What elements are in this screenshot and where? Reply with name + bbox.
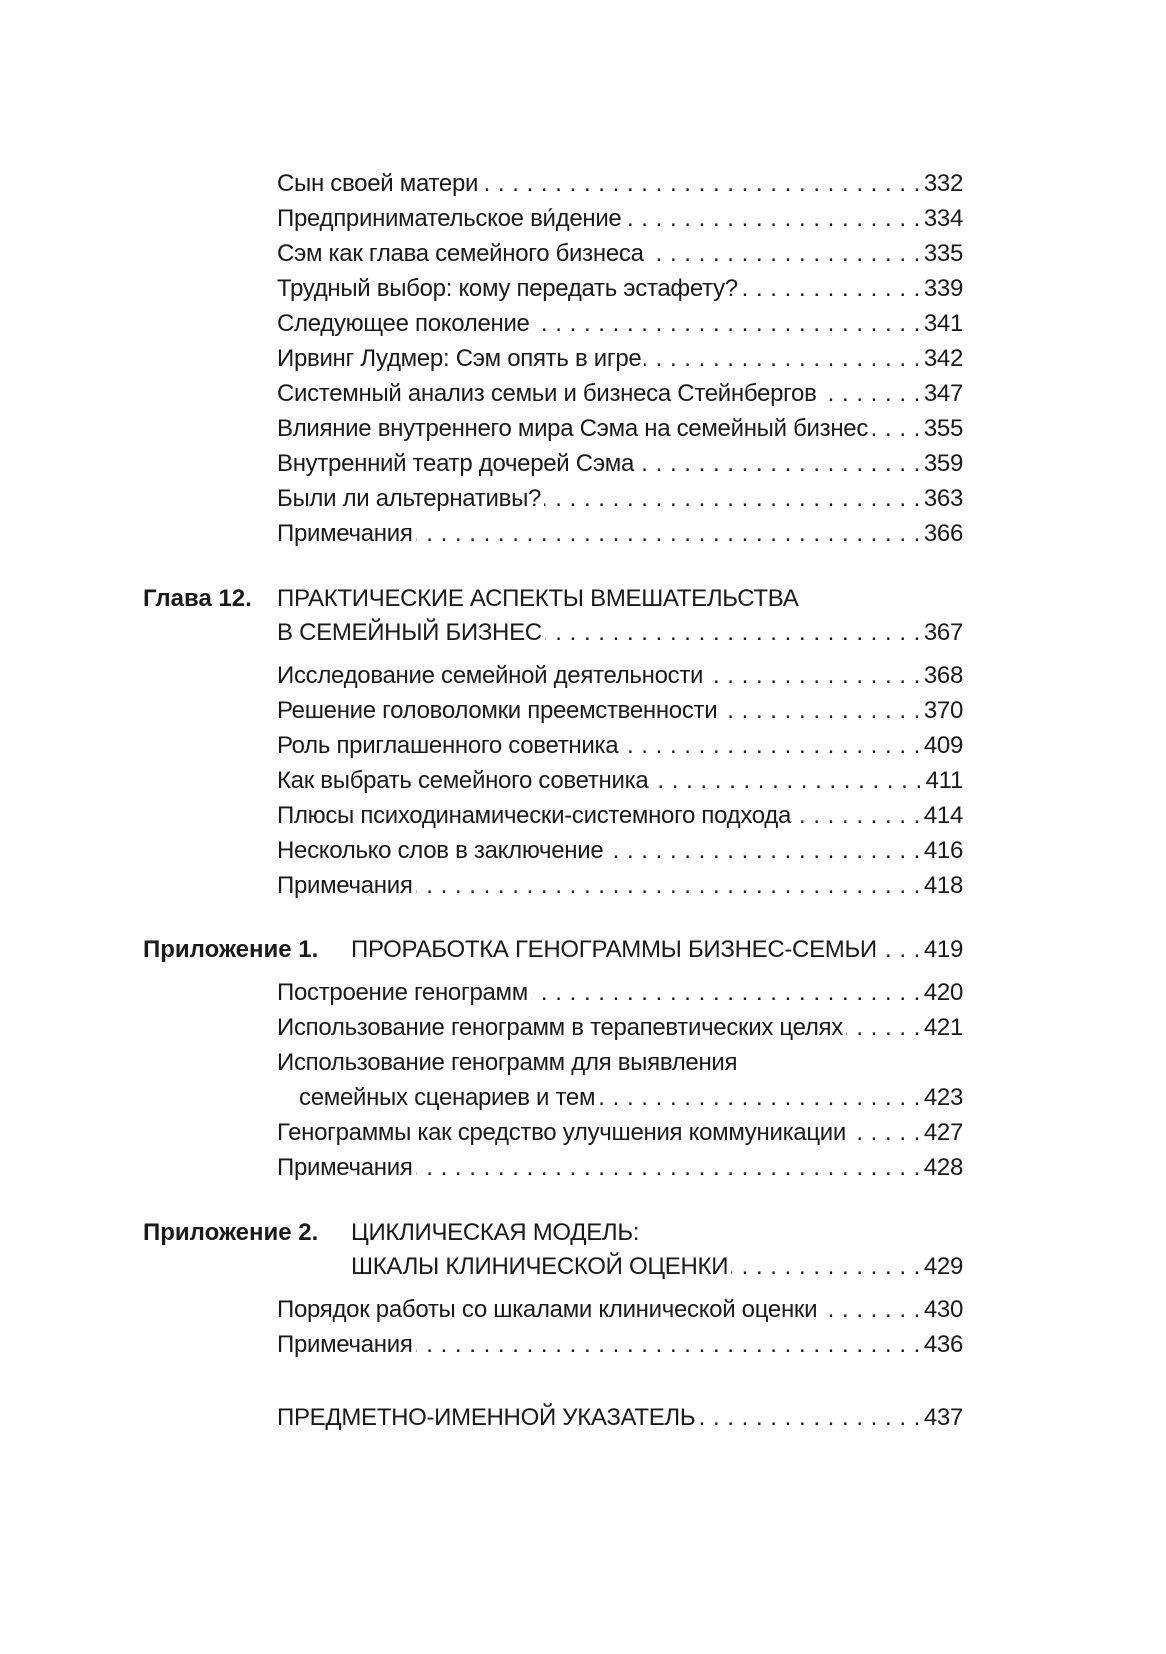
toc-entry-page: 334 [923,205,963,232]
toc-entry-title: Построение генограмм [277,979,528,1006]
leader-dots [533,307,921,341]
toc-entry-title: Ирвинг Лудмер: Сэм опять в игре [277,345,642,372]
toc-entry-title: Генограммы как средство улучшения коммуникации [277,1119,846,1146]
toc-entry-title: Предпринимательское ви́дение [277,205,622,232]
toc-entry-title: Решение головоломки преемственности [277,697,718,724]
toc-entry[interactable] [277,167,963,201]
toc-entry[interactable] [277,447,963,481]
leader-dots [880,933,921,967]
leader-dots [637,447,921,481]
toc-entry-page: 367 [923,619,963,646]
toc-entry-title: Примечания [277,520,413,547]
toc-entry-page: 419 [923,936,963,963]
toc-entry-title: Примечания [277,1154,413,1181]
toc-entry-title: Несколько слов в заключение [277,837,604,864]
appendix-heading-entry[interactable] [351,933,963,967]
chapter-heading-entry[interactable] [277,616,963,650]
toc-entry-title: Влияние внутреннего мира Сэма на семейный бизнес [277,415,869,442]
leader-dots [544,482,921,516]
chapter-title-line1[interactable]: ПРАКТИЧЕСКИЕ АСПЕКТЫ ВМЕШАТЕЛЬСТВА [277,585,799,612]
leader-dots [820,1293,921,1327]
toc-entry-page: 423 [923,1084,963,1111]
toc-entry-title: Как выбрать семейного советника [277,767,649,794]
leader-dots [416,517,921,551]
toc-entry-page: 370 [923,697,963,724]
toc-entry-title-line2: семейных сценариев и тем [299,1084,596,1111]
toc-entry-page: 339 [923,275,963,302]
leader-dots [621,729,921,763]
chapter-label: Глава 12. [143,585,252,612]
toc-entry-title: Внутренний театр дочерей Сэма [277,450,635,477]
toc-entry[interactable] [277,307,963,341]
toc-entry-title: Исследование семейной деятельности [277,662,704,689]
toc-entry-title: Сэм как глава семейного бизнеса [277,240,644,267]
toc-entry-page: 430 [923,1296,963,1323]
toc-entry-title: Порядок работы со шкалами клинической оценки [277,1296,818,1323]
toc-entry-page: 436 [923,1331,963,1358]
toc-entry[interactable] [277,1151,963,1185]
leader-dots [647,237,921,271]
index-entry[interactable] [277,1401,963,1435]
toc-entry[interactable] [277,237,963,271]
toc-entry[interactable] [277,517,963,551]
leader-dots [720,694,920,728]
toc-entry[interactable] [277,342,963,376]
toc-entry[interactable] [277,482,963,516]
toc-entry[interactable] [277,1293,963,1327]
appendix-title-line2: ШКАЛЫ КЛИНИЧЕСКОЙ ОЦЕНКИ [351,1253,729,1280]
toc-entry[interactable] [277,694,963,728]
toc-entry[interactable] [299,1081,963,1115]
leader-dots [531,976,921,1010]
appendix-title: ПРОРАБОТКА ГЕНОГРАММЫ БИЗНЕС-СЕМЬИ [351,936,877,963]
toc-entry-page: 414 [923,802,963,829]
leader-dots [624,202,920,236]
toc-entry-page: 429 [923,1253,963,1280]
toc-entry[interactable] [277,869,963,903]
toc-entry[interactable] [277,1116,963,1150]
toc-entry-page: 418 [923,872,963,899]
appendix-label: Приложение 1. [143,936,319,963]
chapter-title-line2: В СЕМЕЙНЫЙ БИЗНЕС [277,619,542,646]
toc-entry-page: 409 [923,732,963,759]
toc-entry[interactable] [277,764,963,798]
toc-entry-title: Роль приглашенного советника [277,732,619,759]
toc-entry-page: 428 [923,1154,963,1181]
leader-dots [644,342,920,376]
toc-entry-title: Использование генограмм в терапевтических целях [277,1014,843,1041]
toc-entry-title: Были ли альтернативы? [277,485,542,512]
leader-dots [416,1151,921,1185]
leader-dots [849,1116,921,1150]
toc-entry-title: Трудный выбор: кому передать эстафету? [277,275,738,302]
toc-entry-title-line1[interactable]: Использование генограмм для выявления [277,1049,738,1076]
leader-dots [651,764,922,798]
toc-entry-page: 421 [923,1014,963,1041]
leader-dots [846,1011,921,1045]
leader-dots [545,616,921,650]
leader-dots [706,659,921,693]
leader-dots [871,412,921,446]
toc-entry-page: 335 [923,240,963,267]
leader-dots [416,1328,921,1362]
toc-entry-title: Примечания [277,872,413,899]
appendix-heading-entry[interactable] [351,1250,963,1284]
leader-dots [731,1250,921,1284]
leader-dots [820,377,921,411]
toc-entry-title: Примечания [277,1331,413,1358]
toc-entry[interactable] [277,1011,963,1045]
toc-entry-page: 366 [923,520,963,547]
toc-entry-page: 332 [923,170,963,197]
toc-entry-page: 411 [925,767,963,794]
toc-entry-page: 427 [923,1119,963,1146]
toc-entry[interactable] [277,412,963,446]
toc-entry[interactable] [277,976,963,1010]
toc-entry[interactable] [277,729,963,763]
toc-entry-title: Системный анализ семьи и бизнеса Стейнбергов [277,380,817,407]
toc-entry-page: 347 [923,380,963,407]
toc-entry-page: 342 [923,345,963,372]
toc-entry[interactable] [277,202,963,236]
toc-entry-title: Плюсы психодинамически-системного подхода [277,802,792,829]
toc-entry-page: 368 [923,662,963,689]
toc-entry[interactable] [277,834,963,868]
leader-dots [741,272,921,306]
appendix-label: Приложение 2. [143,1219,319,1246]
toc-entry[interactable] [277,1328,963,1362]
toc-entry[interactable] [277,799,963,833]
toc-entry[interactable] [277,377,963,411]
toc-entry-page: 416 [923,837,963,864]
toc-entry-title: Сын своей матери [277,170,479,197]
toc-entry-page: 420 [923,979,963,1006]
leader-dots [606,834,920,868]
toc-entry-page: 437 [923,1404,963,1431]
toc-entry-page: 363 [923,485,963,512]
toc-entry-page: 359 [923,450,963,477]
leader-dots [481,167,921,201]
leader-dots [698,1401,921,1435]
toc-entry-page: 355 [923,415,963,442]
leader-dots [794,799,921,833]
leader-dots [416,869,921,903]
toc-entry[interactable] [277,659,963,693]
toc-entry[interactable] [277,272,963,306]
appendix-title-line1[interactable]: ЦИКЛИЧЕСКАЯ МОДЕЛЬ: [351,1219,640,1246]
toc-entry-page: 341 [923,310,963,337]
toc-entry-title: Следующее поколение [277,310,530,337]
index-title: ПРЕДМЕТНО-ИМЕННОЙ УКАЗАТЕЛЬ [277,1404,696,1431]
leader-dots [598,1081,921,1115]
